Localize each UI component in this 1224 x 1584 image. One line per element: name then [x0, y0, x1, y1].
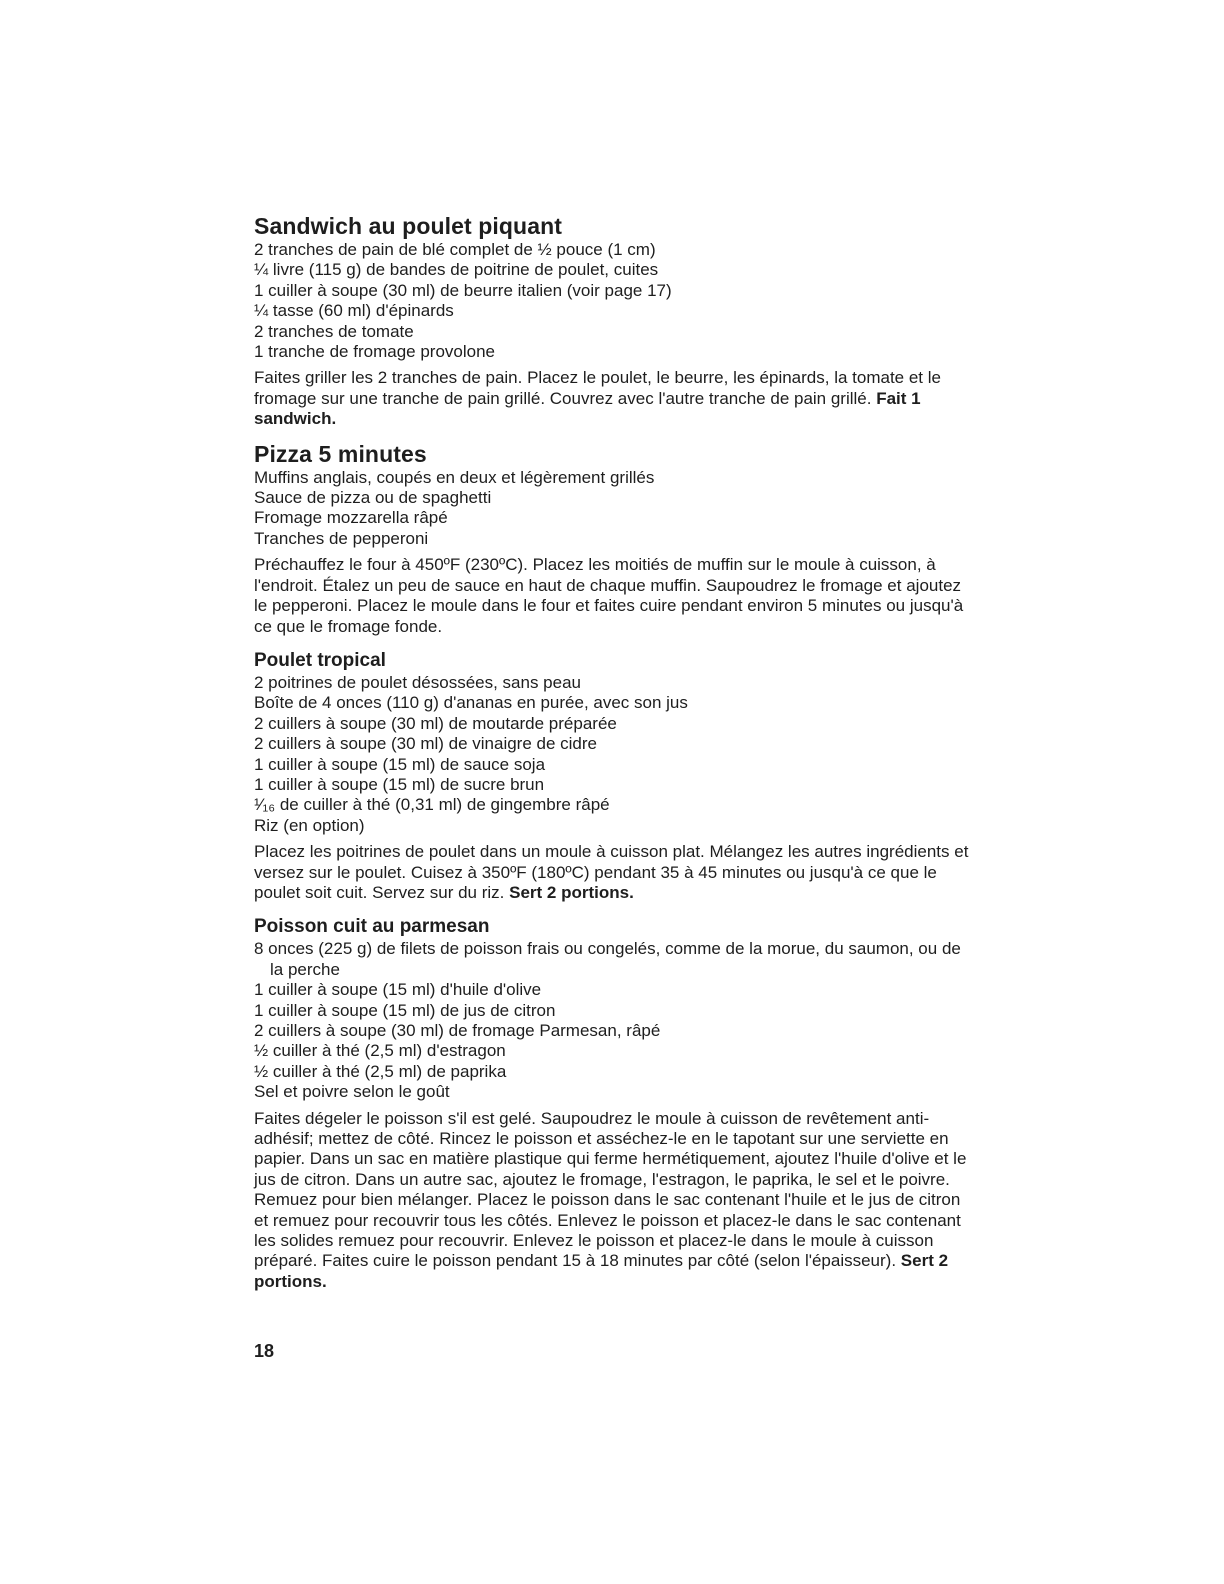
ingredient-item: Riz (en option) — [254, 815, 365, 835]
ingredient-item: ¼ livre (115 g) de bandes de poitrine de poulet, cuites — [254, 260, 659, 280]
ingredient-item: 1 tranche de fromage provolone — [254, 342, 495, 362]
recipe-parmesan-baked-fish — [254, 915, 974, 1292]
recipe-title: Poulet tropical — [254, 649, 386, 671]
ingredient-item: 1 cuiller à soupe (15 ml) de sauce soja — [254, 754, 546, 774]
ingredient-item: Sauce de pizza ou de spaghetti — [254, 488, 492, 508]
recipe-method — [254, 368, 974, 429]
ingredient-item: 1 cuiller à soupe (15 ml) de sucre brun — [254, 774, 545, 794]
recipe-yield: Sert 2 portions. — [254, 1251, 949, 1291]
ingredient-item: 8 onces (225 g) de filets de poisson frais ou congelés, comme de la morue, du saumon, ou de la perche — [254, 939, 961, 979]
recipe-pizza-5-minutes — [254, 440, 974, 637]
recipe-title: Sandwich au poulet piquant — [254, 213, 562, 239]
ingredient-item: Sel et poivre selon le goût — [254, 1082, 450, 1102]
ingredient-list — [254, 673, 974, 836]
recipe-method — [254, 555, 974, 637]
recipe-method — [254, 842, 974, 903]
ingredient-item: ¹⁄₁₆ de cuiller à thé (0,31 ml) de gingembre râpé — [254, 795, 610, 815]
ingredient-item: ½ cuiller à thé (2,5 ml) d'estragon — [254, 1041, 506, 1061]
ingredient-item: 2 cuillers à soupe (30 ml) de fromage Parmesan, râpé — [254, 1021, 661, 1040]
ingredient-list — [254, 468, 974, 550]
method-text: Faites dégeler le poisson s'il est gelé. Saupoudrez le moule à cuisson de revêtement anti-adhésif; mettez de côté. Rincez le poisson et asséchez-le en le tapotant sur une serviette en papier. Dans un sac en matière plastique qui ferme hermétiquement, ajoutez l'huile d'olive et le jus de citron. Dans un autre sac, ajoutez le fromage, l'estragon, le paprika, le sel et le poivre. Remuez pour bien mélanger. Placez le poisson dans le sac contenant l'huile et le jus de citron et remuez pour recouvrir tous les côtés. Enlevez le poisson et placez-le dans le sac contenant les solides remuez pour recouvrir. Enlevez le poisson et placez-le dans le moule à cuisson préparé. Faites cuire le poisson pendant 15 à 18 minutes par côté (selon l'épaisseur). — [254, 1108, 967, 1271]
ingredient-item: ¼ tasse (60 ml) d'épinards — [254, 301, 454, 321]
ingredient-item: 1 cuiller à soupe (15 ml) d'huile d'olive — [254, 980, 542, 1000]
ingredient-item: 1 cuiller à soupe (15 ml) de jus de citron — [254, 1000, 556, 1020]
recipe-yield: Sert 2 portions. — [509, 882, 634, 902]
recipe-yield: Fait 1 sandwich. — [254, 388, 921, 429]
recipe-tropical-chicken — [254, 649, 974, 903]
ingredient-item: 2 poitrines de poulet désossées, sans peau — [254, 672, 582, 692]
ingredient-item: 2 cuillers à soupe (30 ml) de moutarde préparée — [254, 713, 617, 733]
ingredient-item: ½ cuiller à thé (2,5 ml) de paprika — [254, 1061, 507, 1081]
page-content — [254, 212, 974, 1292]
page-number: 18 — [254, 1341, 275, 1361]
ingredient-item: 2 cuillers à soupe (30 ml) de vinaigre de cidre — [254, 734, 598, 754]
ingredient-list — [254, 939, 974, 1102]
recipe-spicy-chicken-sandwich — [254, 212, 974, 430]
ingredient-list — [254, 240, 974, 362]
method-text: Faites griller les 2 tranches de pain. Placez le poulet, le beurre, les épinards, la tomate et le fromage sur une tranche de pain grillé. Couvrez avec l'autre tranche de pain grillé. — [254, 368, 941, 408]
ingredient-item: Muffins anglais, coupés en deux et légèrement grillés — [254, 467, 655, 487]
recipe-title: Pizza 5 minutes — [254, 440, 427, 467]
method-text: Placez les poitrines de poulet dans un moule à cuisson plat. Mélangez les autres ingrédients et versez sur le poulet. Cuisez à 350ºF (180ºC) pendant 35 à 45 minutes ou jusqu'à ce que le poulet soit cuit. Servez sur du riz. — [254, 842, 969, 902]
ingredient-item: Fromage mozzarella râpé — [254, 508, 448, 528]
recipe-title: Poisson cuit au parmesan — [254, 916, 490, 938]
ingredient-item: 2 tranches de tomate — [254, 321, 414, 341]
ingredient-item: Boîte de 4 onces (110 g) d'ananas en purée, avec son jus — [254, 693, 688, 713]
ingredient-item: 1 cuiller à soupe (30 ml) de beurre italien (voir page 17) — [254, 280, 672, 300]
ingredient-item: Tranches de pepperoni — [254, 528, 429, 548]
recipe-method — [254, 1109, 974, 1293]
ingredient-item: 2 tranches de pain de blé complet de ½ pouce (1 cm) — [254, 240, 656, 259]
method-text: Préchauffez le four à 450ºF (230ºC). Placez les moitiés de muffin sur le moule à cuisson, à l'endroit. Étalez un peu de sauce en haut de chaque muffin. Saupoudrez le fromage et ajoutez le pepperoni. Placez le moule dans le four et faites cuire pendant environ 5 minutes ou jusqu'à ce que le fromage fonde. — [254, 555, 964, 636]
